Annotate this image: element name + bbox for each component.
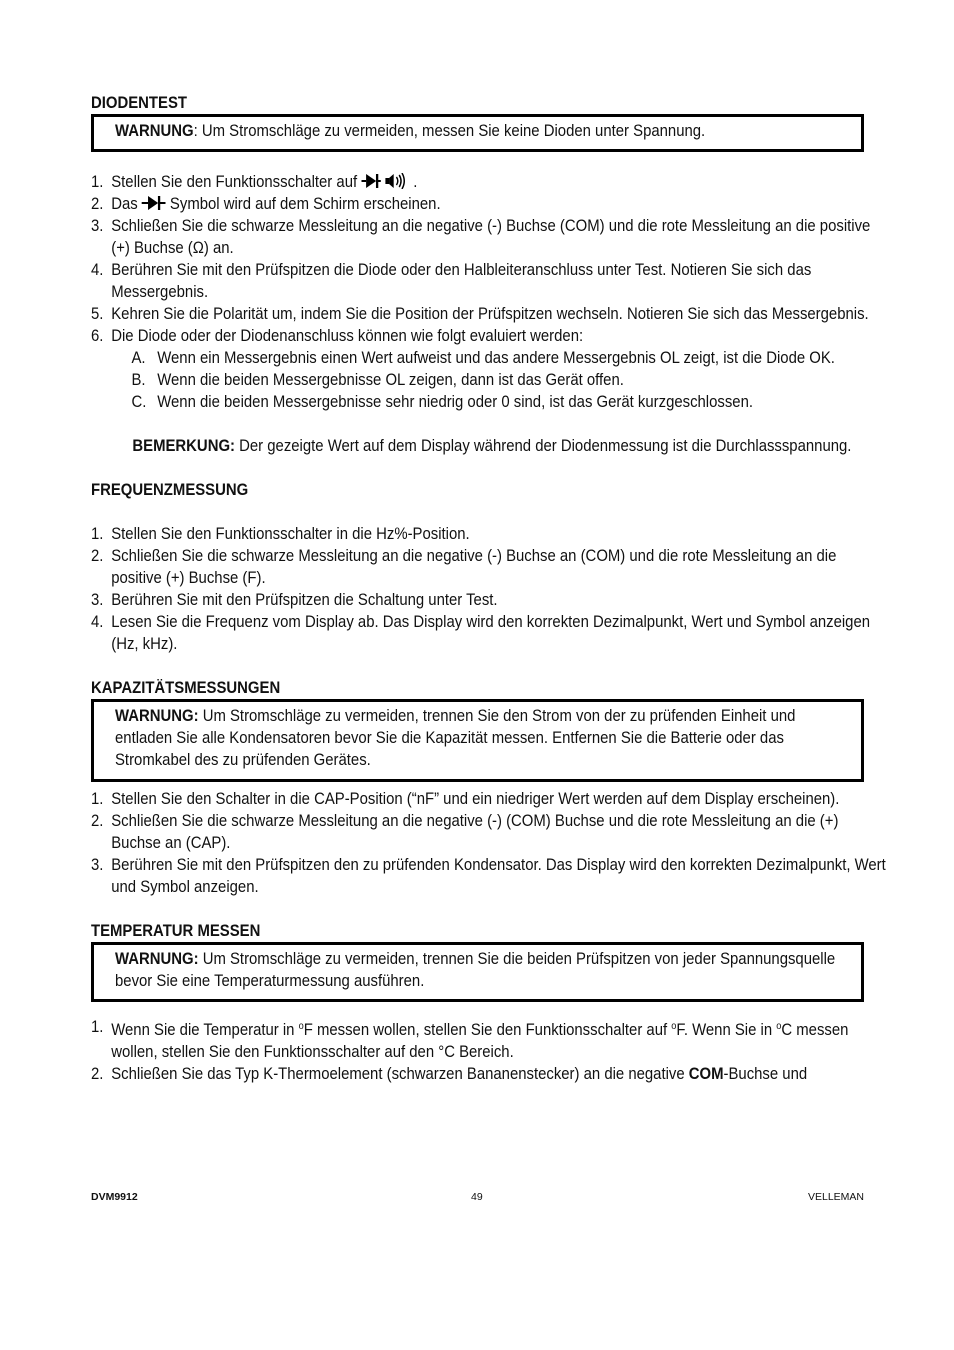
footer-brand: VELLEMAN bbox=[807, 1191, 864, 1203]
section-heading-temperature: TEMPERATUR MESSEN bbox=[91, 922, 261, 940]
list-item: B. Wenn die beiden Messergebnisse OL zeigen, dann ist das Gerät offen. bbox=[131, 371, 624, 389]
list-item: 2. Schließen Sie die schwarze Messleitung an die negative (-) (COM) Buchse und die rote Messleitung an die (+) Buchse an (CAP). bbox=[91, 812, 839, 852]
list-item: 1. Stellen Sie den Schalter in die CAP-Position (“nF” und ein niedriger Wert werden auf dem Display erscheinen). bbox=[91, 790, 840, 808]
diode-icon bbox=[142, 195, 166, 211]
list-item: 5. Kehren Sie die Polarität um, indem Sie die Position der Prüfspitzen wechseln. Notieren Sie sich das Messergebnis. bbox=[91, 305, 869, 323]
list-item: A. Wenn ein Messergebnis einen Wert aufweist und das andere Messergebnis OL zeigt, ist die Diode OK. bbox=[131, 349, 835, 367]
diode-steps bbox=[91, 171, 871, 347]
diode-buzzer-icon bbox=[361, 173, 409, 189]
section-heading-diode: DIODENTEST bbox=[91, 94, 187, 112]
warning-box-capacitance: WARNUNG: Um Stromschläge zu vermeiden, trennen Sie den Strom von der zu prüfenden Einheit und entladen Sie alle Kondensatoren bevor Sie die Kapazität messen. Entfernen Sie die Batterie oder das Stromkabel des zu prüfenden Gerätes. bbox=[91, 699, 864, 782]
list-item: 1. Wenn Sie die Temperatur in $^o$F messen wollen, stellen Sie den Funktionsschalter auf $^o$F. Wenn Sie in $^o$C messen wollen, stellen Sie den Funktionsschalter auf den °C Bereich. bbox=[91, 1018, 849, 1061]
list-item: 3. Berühren Sie mit den Prüfspitzen die Schaltung unter Test. bbox=[91, 591, 498, 609]
page-footer bbox=[91, 1191, 864, 1207]
warning-text: : Um Stromschläge zu vermeiden, messen Sie keine Dioden unter Spannung. bbox=[193, 122, 706, 140]
list-item: 3. Schließen Sie die schwarze Messleitung an die negative (-) Buchse (COM) und die rote Messleitung an die positive (+) Buchse (Ω) an. bbox=[91, 217, 871, 257]
section-heading-frequency: FREQUENZMESSUNG bbox=[91, 481, 249, 499]
warning-label: WARNUNG bbox=[115, 122, 194, 140]
list-item: 1. Stellen Sie den Funktionsschalter auf . bbox=[91, 173, 418, 191]
temperature-steps bbox=[91, 1016, 864, 1085]
frequency-steps bbox=[91, 523, 871, 655]
section-heading-capacitance: KAPAZITÄTSMESSUNGEN bbox=[91, 679, 281, 697]
list-item: 3. Berühren Sie mit den Prüfspitzen den zu prüfenden Kondensator. Das Display wird den korrekten Dezimalpunkt, Wert und Symbol anzeigen. bbox=[91, 856, 886, 896]
list-item: 2. Schließen Sie die schwarze Messleitung an die negative (-) Buchse an (COM) und die rote Messleitung an die positive (+) Buchse (F). bbox=[91, 547, 837, 587]
list-item: 4. Lesen Sie die Frequenz vom Display ab. Das Display wird den korrekten Dezimalpunkt, Wert und Symbol anzeigen (Hz, kHz). bbox=[91, 613, 871, 653]
warning-box-temperature: WARNUNG: Um Stromschläge zu vermeiden, trennen Sie die beiden Prüfspitzen von jeder Spannungsquelle bevor Sie eine Temperaturmessung ausführen. bbox=[91, 942, 864, 1002]
list-item: 6. Die Diode oder der Diodenanschluss können wie folgt evaluiert werden: bbox=[91, 327, 584, 345]
diode-substeps bbox=[91, 347, 864, 413]
list-item: C. Wenn die beiden Messergebnisse sehr niedrig oder 0 sind, ist das Gerät kurzgeschlossen. bbox=[131, 393, 753, 411]
list-item: 4. Berühren Sie mit den Prüfspitzen die Diode oder den Halbleiteranschluss unter Test. Notieren Sie sich das Messergebnis. bbox=[91, 261, 812, 301]
list-item: 1. Stellen Sie den Funktionsschalter in die Hz%-Position. bbox=[91, 525, 470, 543]
list-item: 2. Das Symbol wird auf dem Schirm erscheinen. bbox=[91, 195, 441, 213]
capacitance-steps bbox=[91, 788, 886, 898]
footer-model: DVM9912 bbox=[91, 1191, 138, 1203]
warning-box-diode bbox=[91, 114, 864, 152]
document-page bbox=[91, 92, 886, 1085]
list-item: 2. Schließen Sie das Typ K-Thermoelement (schwarzen Bananenstecker) an die negative COM-Buchse und bbox=[91, 1065, 808, 1083]
diode-note: BEMERKUNG: Der gezeigte Wert auf dem Display während der Diodenmessung ist die Durchlassspannung. bbox=[132, 437, 852, 455]
footer-page-number: 49 bbox=[471, 1191, 483, 1203]
